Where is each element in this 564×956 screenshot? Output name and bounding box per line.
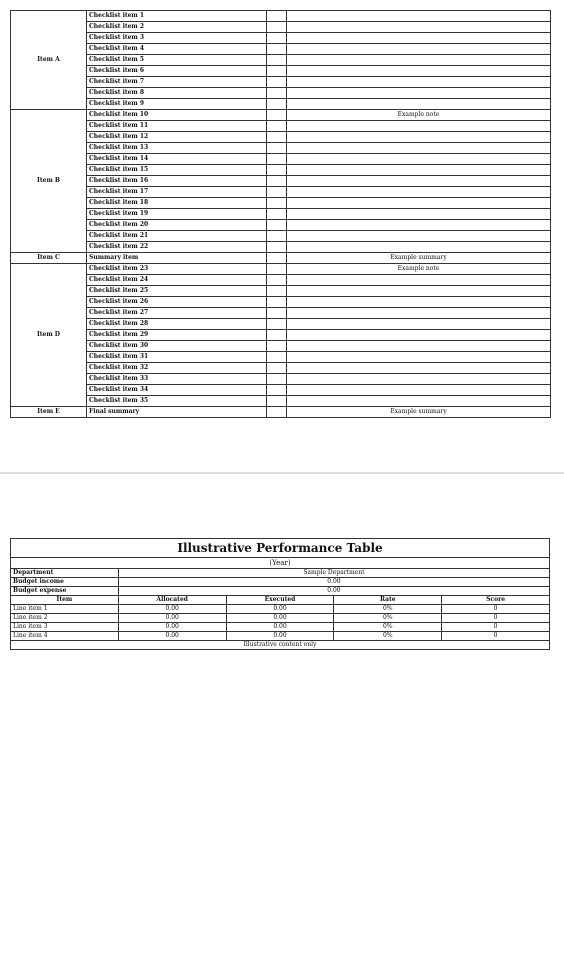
page-2: [10, 538, 550, 948]
performance-table: Illustrative Performance Table (Year) Department Sample Department Budget income 0.00 Budget expense 0.00 Item Allocated Executed Rate Score Line item 1 0.00 0.00 0% 0 Line item 2 0.00 0.00 0% 0 Line item 3 0.00 0.00 0% 0 Line item 4 0.00 0.00 0% 0 Illustrative content only: [10, 538, 550, 650]
feedback-table: Item A Checklist item 1 Checklist item 2 Checklist item 3 Checklist item 4 Checklist item 5 Checklist item 6 Checklist item 7 Checklist item 8 Checklist item 9 Item B Checklist item 10 Example note Checklist item 11 Checklist item 12 Checklist item 13 Checklist item 14 Checklist item 15 Checklist item 16 Checklist item 17 Checklist item 18 Checklist item 19 Checklist item 20 Checklist item 21 Checklist item 22 Item C Summary item Example summary Item D Checklist item 23 Example note Checklist item 24 Checklist item 25 Checklist item 26 Checklist item 27 Checklist item 28 Checklist item 29 Checklist item 30 Checklist item 31 Checklist item 32 Checklist item 33 Checklist item 34 Checklist item 35 Item E Final summary Example summary: [10, 10, 551, 418]
page-separator: [0, 472, 564, 474]
page-1: [10, 10, 550, 440]
